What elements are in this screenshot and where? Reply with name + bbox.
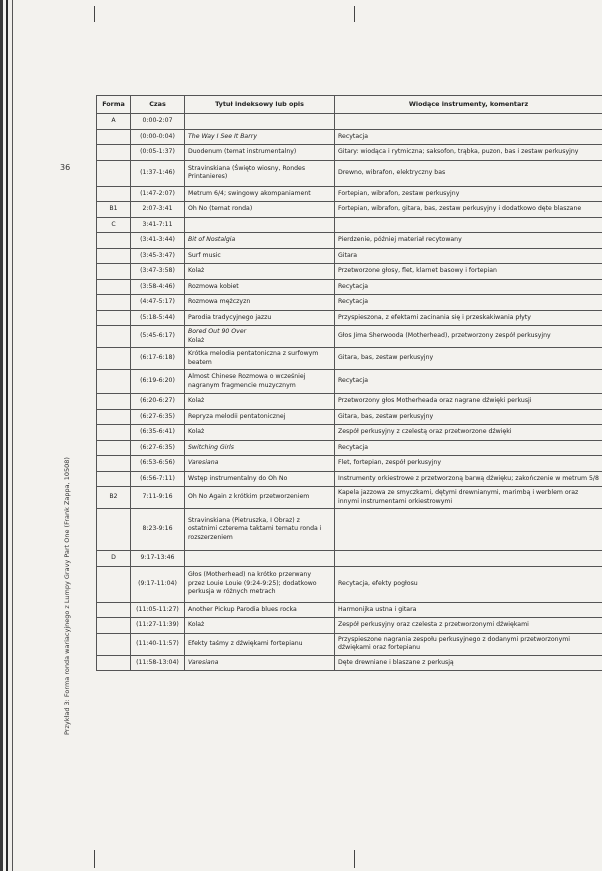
table-row — [97, 160, 602, 186]
cell-comment — [335, 217, 602, 233]
time-range: (11:05-11:27) — [136, 605, 179, 613]
title-line-2: Kolaż — [188, 336, 205, 344]
cell-time — [131, 279, 185, 295]
time-range: (3:41-3:44) — [140, 236, 175, 244]
time-range: (1:47-2:07) — [140, 189, 175, 197]
cell-form — [97, 425, 131, 441]
cell-form — [97, 566, 131, 602]
cell-time — [131, 551, 185, 567]
title-line-2: ostatnimi czterema taktami tematu ronda i — [188, 525, 322, 533]
cell-time — [131, 248, 185, 264]
cell-comment — [335, 394, 602, 410]
title-line: Głos (Motherhead) na krótko przerwany — [188, 571, 311, 579]
title-line-2: Printanieres) — [188, 173, 228, 180]
title-line: Kolaż — [188, 428, 205, 436]
cell-comment — [335, 618, 602, 634]
cell-form — [97, 114, 131, 130]
title-line: Switching Girls — [188, 443, 234, 451]
crop-mark-bottom-center — [354, 850, 355, 868]
cell-form — [97, 440, 131, 456]
table-row — [97, 279, 602, 295]
table-header-row — [97, 96, 602, 114]
cell-title — [185, 409, 335, 425]
cell-title — [185, 348, 335, 370]
title-line: Varesiana — [188, 658, 219, 666]
cell-form — [97, 248, 131, 264]
comment-line: Recytacja — [338, 298, 369, 306]
table-row — [97, 440, 602, 456]
cell-comment — [335, 425, 602, 441]
table-row — [97, 295, 602, 311]
cell-title — [185, 425, 335, 441]
cell-title — [185, 655, 335, 671]
comment-line: Dęte drewniane i blaszane z perkusją — [338, 658, 454, 666]
cell-title — [185, 440, 335, 456]
title-line: Kolaż — [188, 621, 205, 629]
cell-title — [185, 202, 335, 218]
title-line-2: nagranym fragmencie muzycznym — [188, 381, 296, 389]
cell-time — [131, 409, 185, 425]
cell-form — [97, 348, 131, 370]
title-line: Parodia tradycyjnego jazzu — [188, 313, 272, 321]
comment-line: Zespół perkusyjny oraz czelesta z przetworzonymi dźwiękami — [338, 621, 529, 629]
cell-title — [185, 233, 335, 249]
cell-comment — [335, 202, 602, 218]
cell-comment — [335, 370, 602, 394]
cell-title — [185, 279, 335, 295]
crop-mark-top-center — [354, 6, 355, 22]
title-line: Duodenum (temat instrumentalny) — [188, 148, 297, 156]
cell-form — [97, 279, 131, 295]
cell-form — [97, 409, 131, 425]
comment-line: Recytacja — [338, 443, 369, 451]
comment-line: Recytacja — [338, 377, 369, 385]
cell-comment — [335, 186, 602, 202]
time-range: (3:45-3:47) — [140, 251, 175, 259]
title-line: Repryza melodii pentatonicznej — [188, 412, 286, 420]
cell-form — [97, 618, 131, 634]
cell-form — [97, 602, 131, 618]
time-range: (5:45-6:17) — [140, 332, 175, 340]
comment-line-2: innymi instrumentami orkiestrowymi — [338, 497, 453, 505]
table-row — [97, 326, 602, 348]
time-range: (6:27-6:35) — [140, 412, 175, 420]
title-line: Wstęp instrumentalny do Oh No — [188, 474, 288, 482]
comment-line: Przyspieszone nagrania zespołu perkusyjnego z dodanymi przetworzonymi — [338, 635, 570, 643]
cell-comment — [335, 509, 602, 551]
time-range: (6:27-6:35) — [140, 443, 175, 451]
comment-line: Fortepian, wibrafon, gitara, bas, zestaw perkusyjny i dodatkowo dęte blaszane — [338, 205, 582, 213]
form-label: A — [111, 117, 116, 125]
cell-title — [185, 566, 335, 602]
table-row — [97, 566, 602, 602]
cell-time — [131, 633, 185, 655]
table-row — [97, 248, 602, 264]
cell-comment — [335, 633, 602, 655]
page-number: 36 — [60, 163, 71, 172]
cell-title — [185, 471, 335, 487]
comment-line: Głos Jima Sherwooda (Motherhead), przetworzony zespół perkusyjny — [338, 332, 551, 340]
cell-title — [185, 633, 335, 655]
comment-line: Gitara, bas, zestaw perkusyjny — [338, 354, 434, 362]
title-line-3: rozszerzeniem — [188, 533, 233, 541]
cell-time — [131, 425, 185, 441]
cell-title — [185, 394, 335, 410]
cell-time — [131, 114, 185, 130]
time-range: (0:05-1:37) — [140, 148, 175, 156]
table-row — [97, 145, 602, 161]
table-row — [97, 551, 602, 567]
cell-time — [131, 618, 185, 634]
comment-line: Gitary: wiodąca i rytmiczna; saksofon, trąbka, puzon, bas i zestaw perkusyjny — [338, 148, 579, 156]
cell-time — [131, 509, 185, 551]
cell-time — [131, 370, 185, 394]
comment-line: Harmonijka ustna i gitara — [338, 605, 417, 613]
form-label: C — [111, 220, 116, 228]
comment-line-2: dźwiękami oraz fortepianu — [338, 644, 421, 651]
table-row — [97, 487, 602, 509]
time-range: (3:47-3:58) — [140, 267, 175, 275]
cell-comment — [335, 487, 602, 509]
cell-form — [97, 655, 131, 671]
title-line-2: beatem — [188, 358, 212, 366]
crop-mark-top-left — [94, 6, 95, 22]
table-row — [97, 618, 602, 634]
title-line: Almost Chinese Rozmowa o wcześniej — [188, 373, 306, 381]
cell-form — [97, 264, 131, 280]
cell-time — [131, 233, 185, 249]
table-row — [97, 509, 602, 551]
cell-comment — [335, 310, 602, 326]
time-range: (11:58-13:04) — [136, 658, 179, 666]
time-range: (4:47-5:17) — [140, 298, 175, 306]
book-binding-edge — [0, 0, 22, 871]
table-row — [97, 348, 602, 370]
crop-mark-bottom-left — [94, 850, 95, 868]
form-table — [96, 95, 602, 671]
time-range: (9:17-11:04) — [138, 579, 177, 587]
time-range: (6:20-6:27) — [140, 397, 175, 405]
cell-form — [97, 202, 131, 218]
cell-time — [131, 310, 185, 326]
table-row — [97, 602, 602, 618]
table-row — [97, 370, 602, 394]
cell-form — [97, 186, 131, 202]
cell-title — [185, 487, 335, 509]
cell-form — [97, 394, 131, 410]
cell-title — [185, 248, 335, 264]
table-row — [97, 202, 602, 218]
time-range: (11:27-11:39) — [136, 621, 179, 629]
cell-time — [131, 129, 185, 145]
title-line: Another Pickup Parodia blues rocka — [188, 605, 297, 613]
cell-time — [131, 186, 185, 202]
comment-line: Recytacja, efekty pogłosu — [338, 579, 418, 587]
time-range: (5:18-5:44) — [140, 313, 175, 321]
cell-comment — [335, 456, 602, 472]
cell-comment — [335, 295, 602, 311]
time-range: (6:56-7:11) — [140, 474, 175, 482]
cell-comment — [335, 279, 602, 295]
cell-comment — [335, 566, 602, 602]
comment-line: Fortepian, wibrafon, zestaw perkusyjny — [338, 189, 460, 197]
figure-caption: Przykład 3: Forma ronda wariacyjnego z Lumpy Gravy Part One (Frank Zappa, 10508) — [63, 457, 71, 735]
time-range: (0:00-0:04) — [140, 132, 175, 140]
title-line: Rozmowa kobiet — [188, 282, 239, 290]
cell-comment — [335, 602, 602, 618]
time-range: 0:00-2:07 — [142, 117, 173, 125]
time-range: (6:19-6:20) — [140, 377, 175, 385]
cell-time — [131, 471, 185, 487]
time-range: (1:37-1:46) — [140, 168, 175, 176]
cell-time — [131, 295, 185, 311]
title-line: Metrum 6/4; swingowy akompaniament — [188, 189, 311, 197]
form-label: D — [111, 554, 116, 562]
cell-comment — [335, 326, 602, 348]
title-line-2: przez Louie Louie (9:24-9:25); dodatkowo — [188, 579, 317, 587]
time-range: (3:58-4:46) — [140, 282, 175, 290]
table-row — [97, 409, 602, 425]
cell-time — [131, 440, 185, 456]
time-range: 8:23-9:16 — [142, 525, 173, 533]
cell-comment — [335, 348, 602, 370]
time-range: 3:41-7:11 — [142, 220, 173, 228]
table-row — [97, 456, 602, 472]
title-line: Varesiana — [188, 459, 219, 467]
cell-title — [185, 129, 335, 145]
cell-form — [97, 509, 131, 551]
cell-time — [131, 202, 185, 218]
cell-title — [185, 186, 335, 202]
time-range: (6:53-6:56) — [140, 459, 175, 467]
cell-comment — [335, 440, 602, 456]
table-row — [97, 633, 602, 655]
cell-form — [97, 456, 131, 472]
cell-time — [131, 394, 185, 410]
comment-line: Instrumenty orkiestrowe z przetworzoną barwą dźwięku; zakończenie w metrum 5/8 — [338, 474, 599, 482]
table-row — [97, 264, 602, 280]
cell-form — [97, 487, 131, 509]
cell-title — [185, 456, 335, 472]
comment-line: Kapela jazzowa ze smyczkami, dętymi drewnianymi, marimbą i werblem oraz — [338, 489, 579, 497]
table-row — [97, 471, 602, 487]
cell-comment — [335, 248, 602, 264]
cell-comment — [335, 145, 602, 161]
cell-time — [131, 348, 185, 370]
header-czas: Czas — [131, 96, 185, 114]
table-row — [97, 394, 602, 410]
cell-title — [185, 509, 335, 551]
cell-title — [185, 114, 335, 130]
cell-form — [97, 129, 131, 145]
cell-form — [97, 633, 131, 655]
cell-title — [185, 618, 335, 634]
comment-line: Gitara, bas, zestaw perkusyjny — [338, 412, 434, 420]
form-label: B1 — [109, 205, 118, 213]
title-line: Oh No (temat ronda) — [188, 205, 253, 213]
table-row — [97, 425, 602, 441]
cell-title — [185, 145, 335, 161]
cell-title — [185, 602, 335, 618]
cell-form — [97, 160, 131, 186]
title-line: Kolaż — [188, 397, 205, 405]
comment-line: Gitara — [338, 251, 358, 259]
cell-comment — [335, 409, 602, 425]
cell-form — [97, 370, 131, 394]
cell-time — [131, 566, 185, 602]
cell-title — [185, 370, 335, 394]
comment-line: Recytacja — [338, 282, 369, 290]
form-label: B2 — [109, 493, 118, 501]
comment-line: Przetworzone głosy, flet, klarnet basowy i fortepian — [338, 267, 497, 275]
cell-title — [185, 264, 335, 280]
cell-form — [97, 471, 131, 487]
cell-time — [131, 487, 185, 509]
title-line: Krótka melodia pentatoniczna z surfowym — [188, 350, 319, 358]
cell-comment — [335, 233, 602, 249]
comment-line: Przetworzony głos Motherheada oraz nagrane dźwięki perkusji — [338, 397, 532, 405]
cell-form — [97, 217, 131, 233]
table-row — [97, 310, 602, 326]
cell-comment — [335, 160, 602, 186]
cell-title — [185, 310, 335, 326]
comment-line: Flet, fortepian, zespół perkusyjny — [338, 459, 441, 467]
cell-form — [97, 551, 131, 567]
comment-line: Drewno, wibrafon, elektryczny bas — [338, 168, 446, 176]
title-line: Bored Out 90 Over — [188, 328, 247, 336]
header-title: Tytuł indeksowy lub opis — [185, 96, 335, 114]
title-line: Bit of Nostalgia — [188, 236, 236, 244]
table-row — [97, 233, 602, 249]
table-row — [97, 114, 602, 130]
title-line: Stravinskiana (Pietruszka, I Obraz) z — [188, 516, 300, 524]
cell-title — [185, 160, 335, 186]
cell-time — [131, 326, 185, 348]
cell-title — [185, 217, 335, 233]
time-range: 9:17-13:46 — [140, 554, 175, 562]
cell-form — [97, 233, 131, 249]
cell-title — [185, 326, 335, 348]
cell-comment — [335, 471, 602, 487]
header-forma: Forma — [97, 96, 131, 114]
cell-time — [131, 602, 185, 618]
cell-time — [131, 217, 185, 233]
time-range: 2:07-3:41 — [142, 205, 173, 213]
time-range: (11:40-11:57) — [136, 639, 179, 647]
title-line: Stravinskiana (Święto wiosny, Rondes — [188, 164, 306, 172]
cell-time — [131, 145, 185, 161]
time-range: 7:11-9:16 — [142, 493, 173, 501]
cell-time — [131, 655, 185, 671]
title-line: Efekty taśmy z dźwiękami fortepianu — [188, 639, 303, 647]
cell-form — [97, 295, 131, 311]
title-line: Kolaż — [188, 267, 205, 275]
table-row — [97, 129, 602, 145]
cell-form — [97, 310, 131, 326]
cell-comment — [335, 129, 602, 145]
header-comment: Wiodące instrumenty, komentarz — [335, 96, 602, 114]
comment-line: Przyspieszona, z efektami zacinania się i przeskakiwania płyty — [338, 313, 531, 321]
title-line: The Way I See It Barry — [188, 132, 257, 140]
cell-title — [185, 295, 335, 311]
table-row — [97, 186, 602, 202]
cell-time — [131, 264, 185, 280]
cell-time — [131, 160, 185, 186]
title-line: Rozmowa mężczyzn — [188, 298, 251, 306]
cell-form — [97, 326, 131, 348]
time-range: (6:35-6:41) — [140, 428, 175, 436]
cell-form — [97, 145, 131, 161]
table-row — [97, 217, 602, 233]
title-line-3: perkusja w różnych metrach — [188, 588, 276, 596]
cell-time — [131, 456, 185, 472]
cell-comment — [335, 264, 602, 280]
table-row — [97, 655, 602, 671]
comment-line: Zespół perkusyjny z czelestą oraz przetworzone dźwięki — [338, 428, 512, 436]
comment-line: Pierdzenie, później materiał recytowany — [338, 236, 462, 244]
cell-comment — [335, 655, 602, 671]
cell-comment — [335, 114, 602, 130]
title-line: Oh No Again z krótkim przetworzeniem — [188, 493, 310, 501]
cell-title — [185, 551, 335, 567]
cell-comment — [335, 551, 602, 567]
comment-line: Recytacja — [338, 132, 369, 140]
title-line: Surf music — [188, 251, 221, 259]
time-range: (6:17-6:18) — [140, 354, 175, 362]
